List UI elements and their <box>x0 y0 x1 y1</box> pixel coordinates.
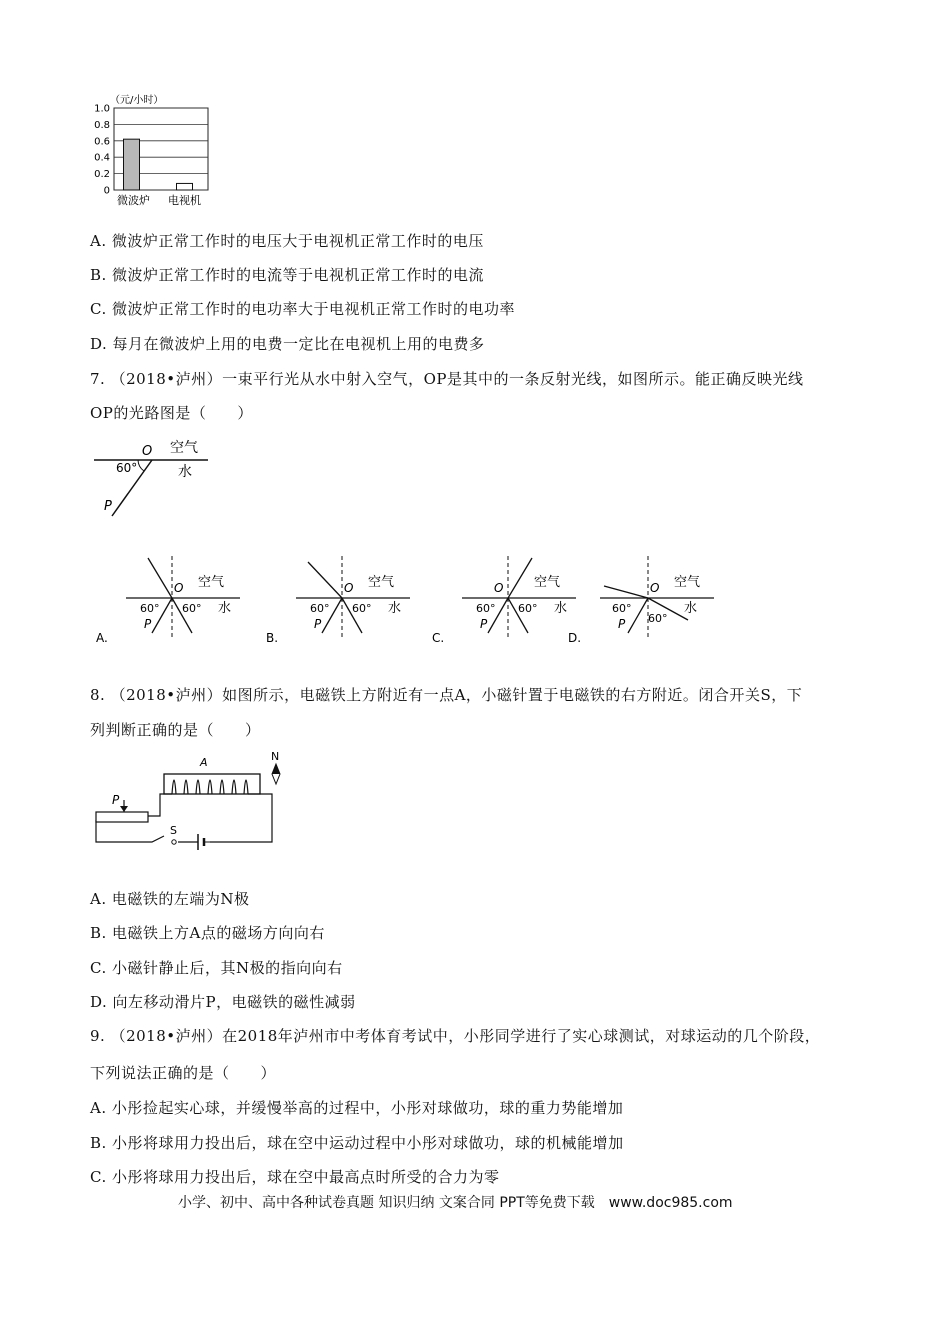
q7-d-angle-left: 60° <box>612 602 632 615</box>
q9-option-c: C. 小彤将球用力投出后，球在空中最高点时所受的合力为零 <box>90 1168 500 1186</box>
q7-b-p: P <box>314 617 322 631</box>
q7-c-angle-left: 60° <box>476 602 496 615</box>
q8-fig-p: P <box>112 793 120 807</box>
chart-xtick-label: 电视机 <box>168 194 201 207</box>
chart-ytick-label: 0 <box>103 185 110 197</box>
q7-d-angle-right: 60° <box>648 612 668 625</box>
chart-ytick-label: 0.4 <box>94 152 110 164</box>
q7-a-air: 空气 <box>198 575 225 590</box>
q7-c-o: O <box>494 581 504 595</box>
q7-a-angle-right: 60° <box>182 602 202 615</box>
q7-d-label: D. <box>568 631 582 645</box>
q6-option-b: B. 微波炉正常工作时的电流等于电视机正常工作时的电流 <box>90 266 485 284</box>
q7-d-air: 空气 <box>674 575 701 590</box>
bar-chart <box>88 92 218 212</box>
chart-bars <box>124 139 193 190</box>
q6-option-a: A. 微波炉正常工作时的电压大于电视机正常工作时的电压 <box>90 232 484 250</box>
q7-main-p: P <box>104 499 112 514</box>
page-footer[interactable]: 小学、初中、高中各种试卷真题 知识归纳 文案合同 PPT等免费下载 www.doc985.com <box>178 1195 733 1211</box>
q9-stem-line2: 下列说法正确的是（ ） <box>90 1064 277 1082</box>
q7-c-label: C. <box>432 631 445 645</box>
q7-d-o: O <box>650 581 660 595</box>
q7-a-angle-left: 60° <box>140 602 160 615</box>
q7-stem-line1: 7. （2018•泸州）一束平行光从水中射入空气，OP是其中的一条反射光线，如图所示。能正确反映光线 <box>90 370 804 388</box>
q8-fig-s: S <box>170 824 177 837</box>
q7-option-c-figure <box>428 548 588 648</box>
q7-stem-line2: OP的光路图是（ ） <box>90 404 253 422</box>
q8-stem-line2: 列判断正确的是（ ） <box>90 721 261 739</box>
q7-c-p: P <box>480 617 488 631</box>
q7-c-air: 空气 <box>534 575 561 590</box>
q8-fig-n: N <box>271 750 280 763</box>
q8-stem-line1: 8. （2018•泸州）如图所示，电磁铁上方附近有一点A，小磁针置于电磁铁的右方附近。闭合开关S，下 <box>90 686 803 704</box>
q7-b-o: O <box>344 581 354 595</box>
q7-b-water: 水 <box>388 601 402 616</box>
q7-option-b-figure <box>262 548 422 648</box>
q7-d-water: 水 <box>684 601 698 616</box>
chart-bar-2 <box>177 183 193 190</box>
chart-xticks <box>117 193 201 207</box>
q7-main-figure <box>90 436 220 526</box>
chart-ytick-label: 0.8 <box>94 119 110 131</box>
q7-b-label: B. <box>266 631 279 645</box>
q9-stem-line1: 9. （2018•泸州）在2018年泸州市中考体育考试中，小彤同学进行了实心球测试，对球运动的几个阶段， <box>90 1027 821 1045</box>
q7-a-o: O <box>174 581 184 595</box>
chart-ytick-label: 0.6 <box>94 136 110 148</box>
q9-option-b: B. 小彤将球用力投出后，球在空中运动过程中小彤对球做功，球的机械能增加 <box>90 1134 624 1152</box>
q7-main-o: O <box>142 444 153 459</box>
q6-option-d: D. 每月在微波炉上用的电费一定比在电视机上用的电费多 <box>90 335 485 353</box>
q7-d-p: P <box>618 617 626 631</box>
chart-xtick-label: 微波炉 <box>117 194 150 207</box>
q8-option-b: B. 电磁铁上方A点的磁场方向向右 <box>90 924 325 942</box>
q7-option-d-figure <box>568 548 728 648</box>
q7-b-angle-left: 60° <box>310 602 330 615</box>
q7-a-label: A. <box>96 631 108 645</box>
q7-main-angle: 60° <box>116 461 138 475</box>
chart-bar-1 <box>124 139 140 190</box>
q8-circuit-figure <box>88 750 288 860</box>
chart-ytick-label: 1.0 <box>94 103 110 115</box>
q7-a-water: 水 <box>218 601 232 616</box>
q7-c-angle-right: 60° <box>518 602 538 615</box>
chart-ytick-label: 0.2 <box>94 169 110 181</box>
q8-option-c: C. 小磁针静止后，其N极的指向向右 <box>90 959 343 977</box>
q7-option-a-figure <box>92 548 252 648</box>
q6-option-c: C. 微波炉正常工作时的电功率大于电视机正常工作时的电功率 <box>90 300 515 318</box>
q7-main-air: 空气 <box>170 440 198 456</box>
q7-b-air: 空气 <box>368 575 395 590</box>
q8-option-d: D. 向左移动滑片P，电磁铁的磁性减弱 <box>90 993 356 1011</box>
chart-yticks <box>94 104 110 197</box>
q8-fig-a: A <box>200 756 208 769</box>
q7-main-water: 水 <box>178 464 192 480</box>
q7-c-water: 水 <box>554 601 568 616</box>
q7-b-angle-right: 60° <box>352 602 372 615</box>
chart-ylabel: （元/小时） <box>110 95 164 106</box>
q7-a-p: P <box>144 617 152 631</box>
q9-option-a: A. 小彤捡起实心球，并缓慢举高的过程中，小彤对球做功，球的重力势能增加 <box>90 1099 624 1117</box>
q8-option-a: A. 电磁铁的左端为N极 <box>90 890 250 908</box>
